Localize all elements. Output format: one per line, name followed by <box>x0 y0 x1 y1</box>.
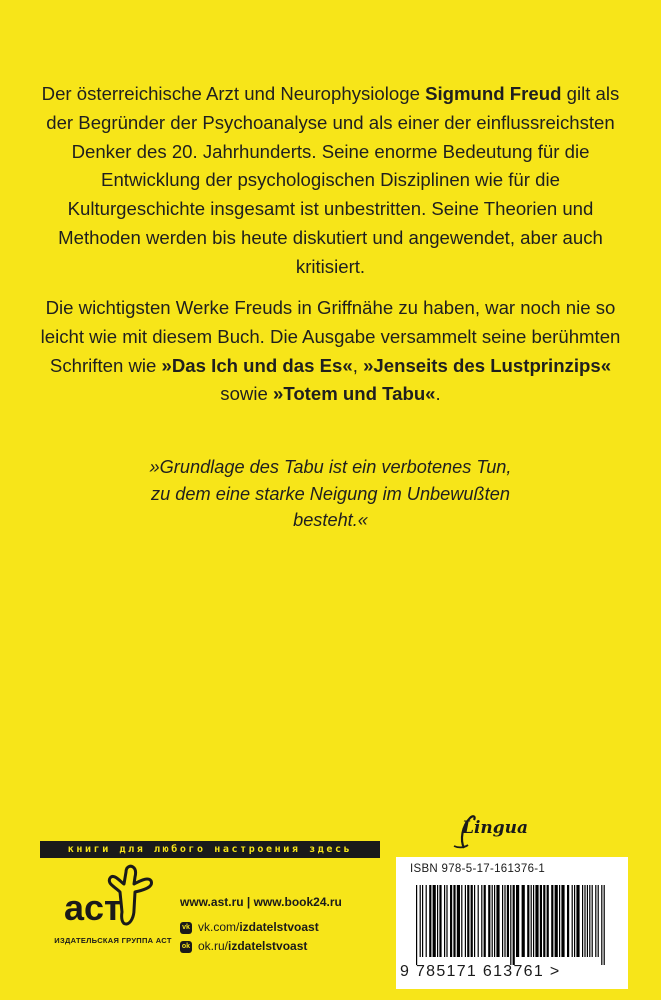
description-paragraph-2 <box>40 294 621 409</box>
barcode-bar <box>559 885 560 957</box>
link-prefix: vk.com/ <box>198 920 240 934</box>
barcode-bar <box>513 885 515 965</box>
barcode-bar <box>587 885 588 957</box>
barcode-bar <box>439 885 441 957</box>
websites-row <box>180 893 342 912</box>
barcode-bar <box>433 885 436 957</box>
vk-link[interactable] <box>198 918 319 937</box>
barcode-bar <box>507 885 509 957</box>
imprint-logo: Lingua <box>462 818 529 838</box>
barcode-bar <box>584 885 585 957</box>
ast-logo <box>58 862 158 932</box>
vk-row <box>180 918 342 937</box>
barcode-bar <box>471 885 473 957</box>
barcode-bar <box>595 885 596 957</box>
barcode-bar <box>510 885 511 965</box>
publisher-caption: ИЗДАТЕЛЬСКАЯ ГРУППА АСТ <box>54 936 172 945</box>
barcode-bar <box>574 885 575 957</box>
barcode-bar <box>516 885 519 957</box>
barcode-bar <box>474 885 475 957</box>
work-title: »Totem und Tabu« <box>273 383 436 405</box>
barcode-bar <box>533 885 534 957</box>
barcode-bar <box>496 885 499 957</box>
barcode-bar <box>461 885 462 957</box>
barcode-bar <box>437 885 438 957</box>
barcode-bar <box>488 885 490 957</box>
text: . <box>435 383 441 405</box>
barcode-bar <box>531 885 532 957</box>
author-name: Sigmund Freud <box>425 83 562 104</box>
barcode-bar <box>457 885 460 957</box>
barcode-bar <box>592 885 593 957</box>
isbn-barcode <box>396 857 628 989</box>
barcode-bar <box>527 885 529 957</box>
barcode-bar <box>561 885 564 957</box>
work-title: »Jenseits des Lustprinzips« <box>363 354 612 376</box>
barcode-bar <box>601 885 602 965</box>
barcode-digits: 9 785171 613761 > <box>400 963 561 980</box>
barcode-bar <box>543 885 545 957</box>
barcode-bar <box>582 885 583 957</box>
barcode-bars <box>406 885 618 965</box>
barcode-bar <box>547 885 549 957</box>
barcode-bar <box>576 885 579 957</box>
barcode-bar <box>416 885 417 965</box>
barcode-bar <box>422 885 423 957</box>
barcode-bar <box>494 885 495 957</box>
text: Die wichtigsten Werke Freuds in Griffnähe zu haben, war noch nie so leicht wie mit diesem Buch. Die Ausgabe versammelt seine berühmten Schriften wie <box>40 297 621 376</box>
ok-row <box>180 937 342 956</box>
barcode-bar <box>453 885 455 957</box>
barcode-bar <box>450 885 452 957</box>
text: Der österreichische Arzt und Neurophysiologe <box>41 83 426 104</box>
slogan-banner: книги для любого настроения здесь <box>40 841 380 858</box>
link-handle: izdatelstvoast <box>228 939 308 953</box>
link-prefix: ok.ru/ <box>198 939 229 953</box>
barcode-bar <box>598 885 599 957</box>
barcode-bar <box>522 885 525 957</box>
barcode-bar <box>555 885 558 957</box>
barcode-bar <box>446 885 447 957</box>
description-paragraph-1 <box>40 80 621 282</box>
barcode-bar <box>540 885 542 957</box>
barcode-bar <box>420 885 421 957</box>
quote-line: besteht.« <box>293 510 368 530</box>
quote-line: »Grundlage des Tabu ist ein verbotenes Tun, <box>149 457 512 477</box>
link-handle: izdatelstvoast <box>239 920 319 934</box>
barcode-bar <box>604 885 605 965</box>
text: , <box>352 354 364 376</box>
publisher-links <box>180 893 342 956</box>
odnoklassniki-icon: ok <box>180 941 192 953</box>
barcode-bar <box>426 885 427 957</box>
barcode-bar <box>484 885 486 957</box>
barcode-bar <box>504 885 505 957</box>
text: sowie <box>220 383 273 405</box>
barcode-bar <box>502 885 503 957</box>
work-title: »Das Ich und das Es« <box>161 354 353 376</box>
barcode-bar <box>481 885 482 957</box>
barcode-bar <box>535 885 538 957</box>
barcode-bar <box>551 885 553 957</box>
websites[interactable]: www.ast.ru | www.book24.ru <box>180 895 342 909</box>
barcode-bar <box>478 885 479 957</box>
isbn-label: ISBN 978-5-17-161376-1 <box>410 863 546 875</box>
barcode-bar <box>444 885 445 957</box>
barcode-bar <box>589 885 590 957</box>
barcode-bar <box>492 885 493 957</box>
barcode-bar <box>467 885 469 957</box>
barcode-bar <box>572 885 573 957</box>
ast-logo-text: аст <box>64 887 122 928</box>
barcode-bar <box>465 885 466 957</box>
text: gilt als der Begründer der Psychoanalyse und als einer der einflussreichsten Denker des 20. Jahrhunderts. Seine enorme Bedeutung für die Entwicklung der psychologischen Disziplinen wie für die Kulturgeschichte insgesamt ist unbestritten. Seine Theorien und Methoden werden bis heute diskutiert und angewendet, aber auch kritisiert. <box>46 83 620 277</box>
vk-icon: vk <box>180 922 192 934</box>
quote <box>90 454 571 534</box>
ok-link[interactable] <box>198 937 307 956</box>
barcode-bar <box>567 885 569 957</box>
barcode-bar <box>429 885 431 957</box>
quote-line: zu dem eine starke Neigung im Unbewußten <box>151 483 510 504</box>
